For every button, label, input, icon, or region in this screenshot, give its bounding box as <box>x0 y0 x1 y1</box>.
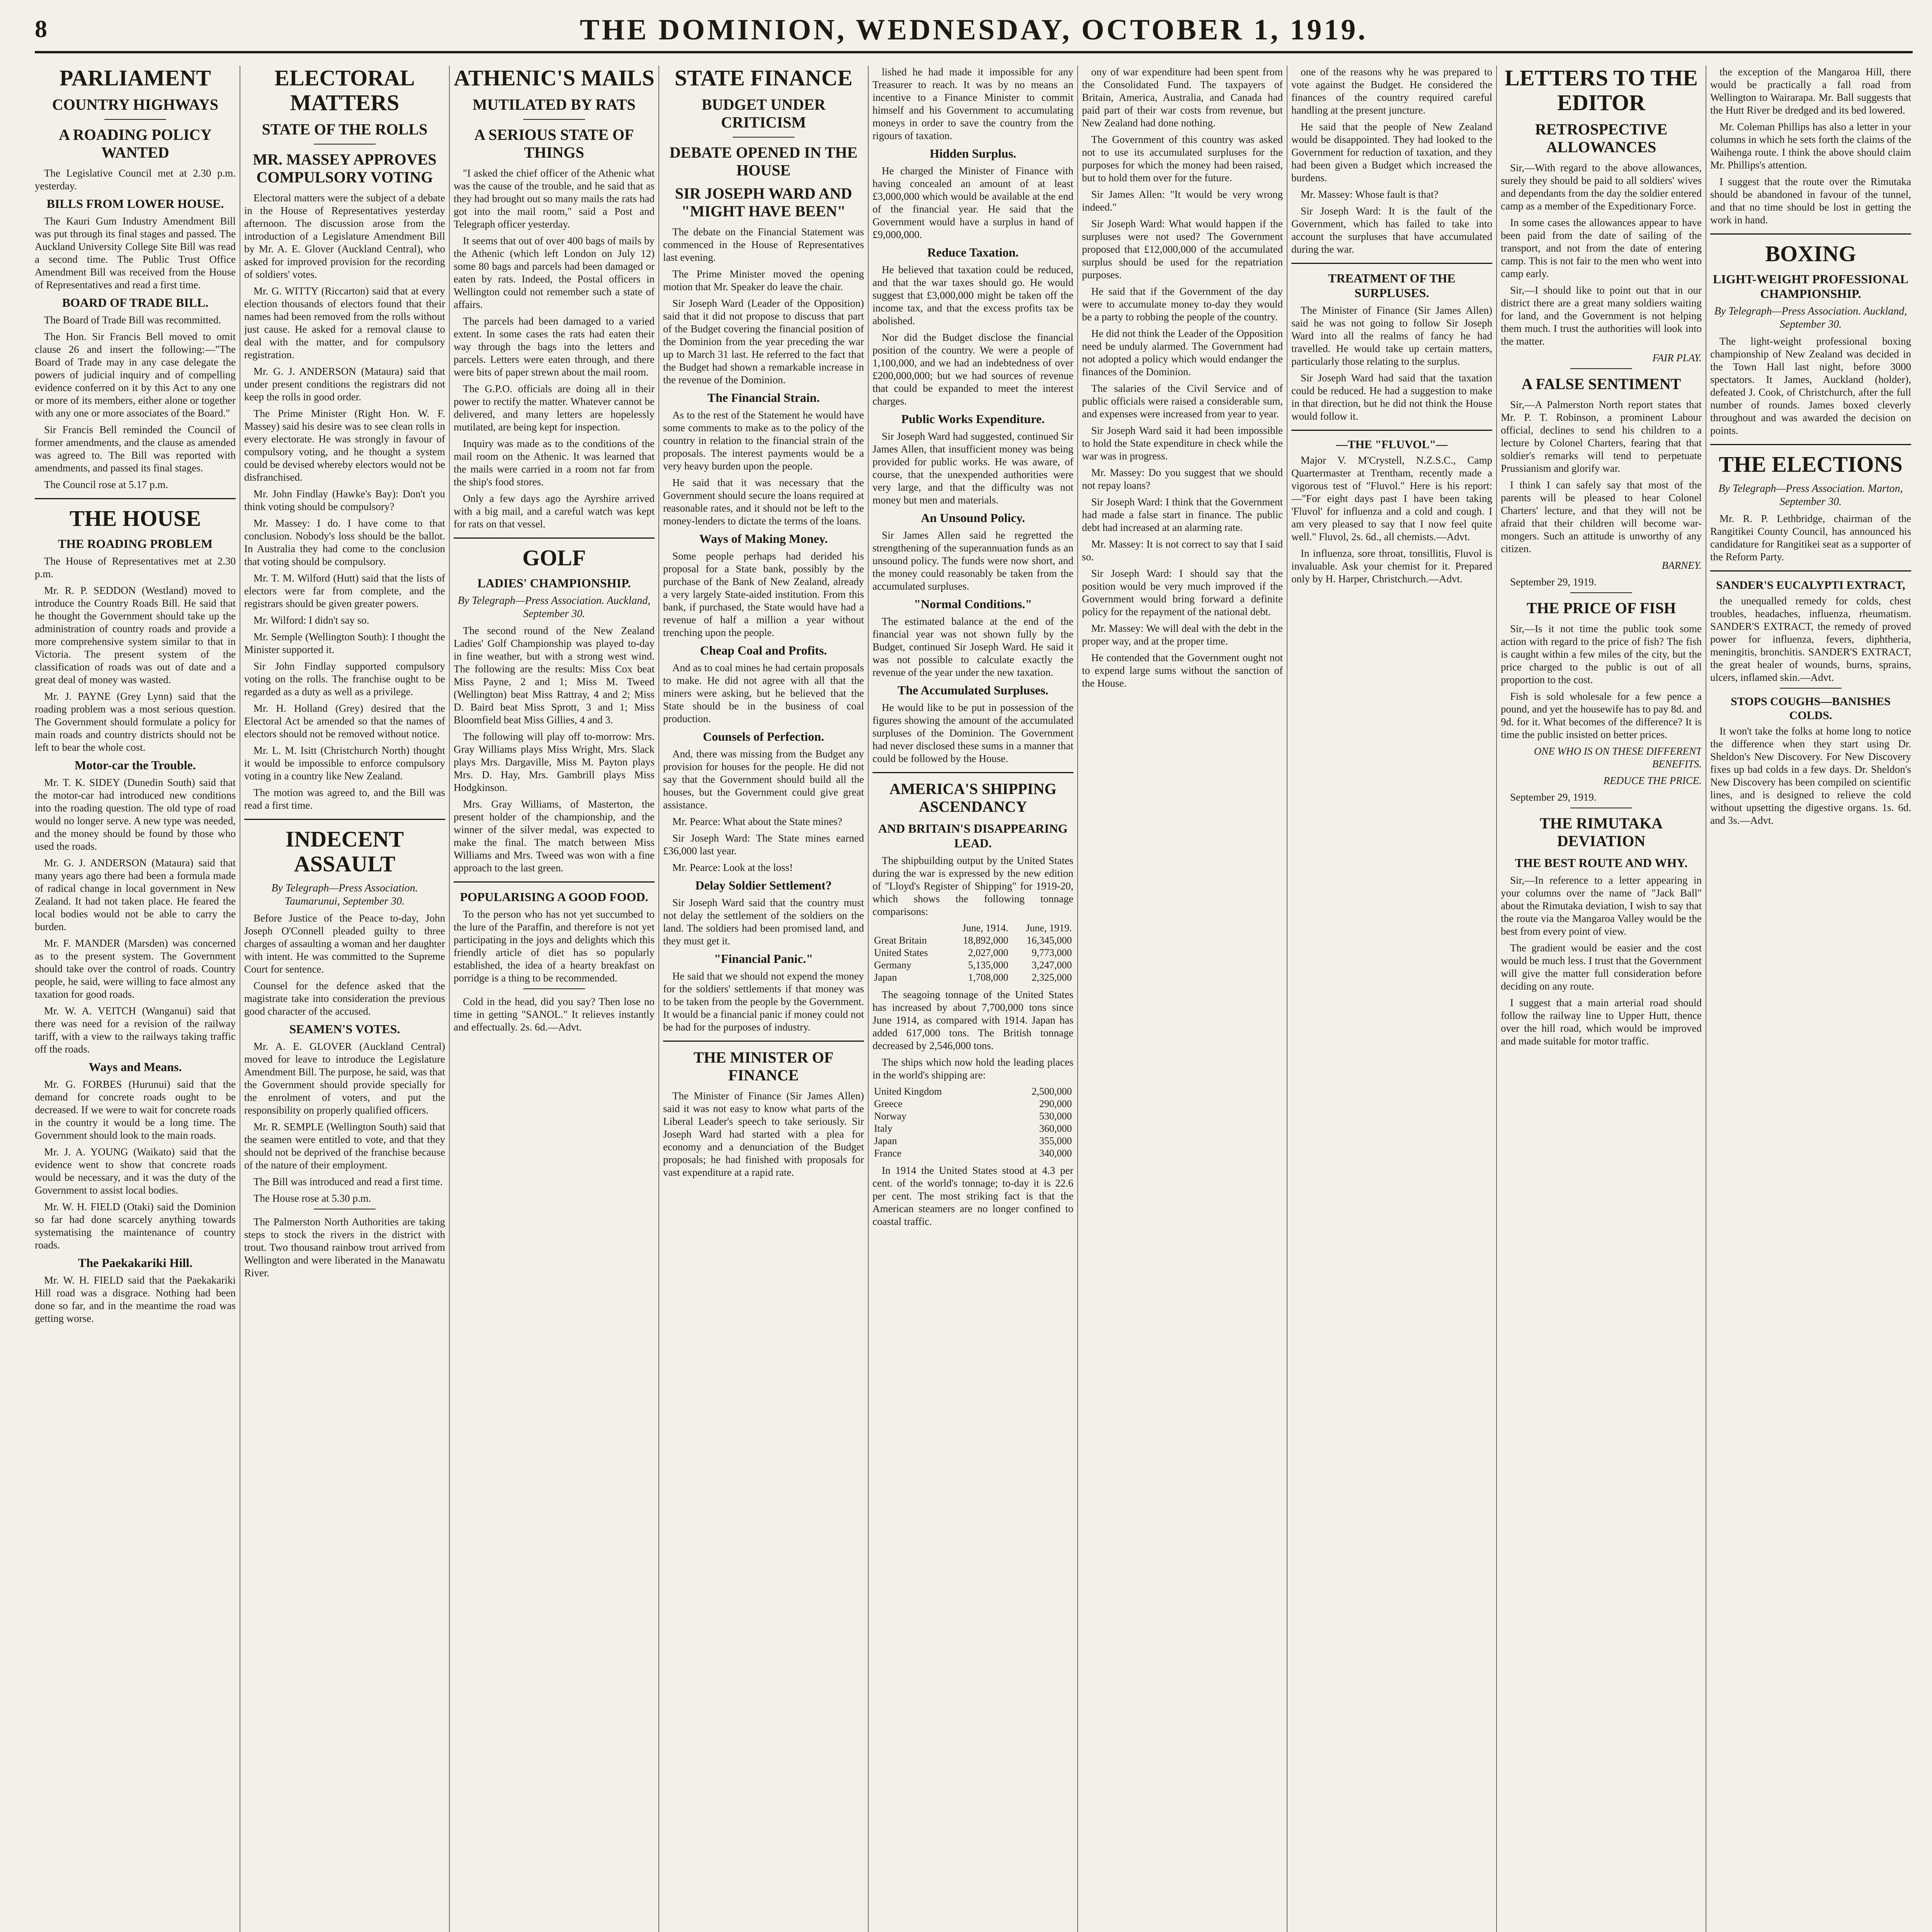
paragraph: He believed that taxation could be reduced, and that the war taxes should go. He would suggest that £3,000,000 might be taken off the income tax, and that the excess profits tax be abolished. <box>872 264 1073 327</box>
paragraph: Sir Joseph Ward: What would happen if the surpluses were not used? The Government proposed that £12,000,000 of the accumulated surplus should be used for the repatriation purposes. <box>1082 218 1283 281</box>
heading-letters-to-editor: LETTERS TO THE EDITOR <box>1505 66 1698 115</box>
paragraph: one of the reasons why he was prepared to vote against the Budget. He considered the finances of the country required careful handling at the present juncture. <box>1291 66 1492 116</box>
subhead-cheap-coal: Cheap Coal and Profits. <box>700 643 827 657</box>
divider <box>1291 430 1492 431</box>
column-rule <box>868 66 869 1932</box>
column-surpluses <box>1291 66 1492 1932</box>
paragraph: Mr. R. P. SEDDON (Westland) moved to introduce the Country Roads Bill. He said that he thought the Government should take up the administration of country roads and provide a more comprehensive system similar to that in Victoria. The present system of the classification of roads was out of date and a great deal of money was wasted. <box>35 585 236 685</box>
paragraph: Mr. Pearce: What about the State mines? <box>672 816 842 827</box>
paragraph: The debate on the Financial Statement was commenced in the House of Representatives last evening. <box>663 226 864 263</box>
paragraph: Mr. G. FORBES (Hurunui) said that the demand for concrete roads ought to be decreased. If we were to wait for concrete roads in the country it would be a long time. The Government should look to the main roads. <box>35 1078 236 1141</box>
paragraph: Sir John Findlay supported compulsory voting on the rolls. The franchise ought to be regarded as a duty as well as a privilege. <box>244 660 445 697</box>
paragraph: I suggest that a main arterial road should follow the railway line to Upper Hutt, thence over the hill road, which would be improved and made suitable for motor traffic. <box>1501 997 1702 1047</box>
advertisement: the unequalled remedy for colds, chest troubles, headaches, influenza, rheumatism. SANDER'S EXTRACT, the remedy of proved power for influenza, fevers, diphtheria, meningitis, bronchitis. SANDER'S EXTRACT, the great healer of wounds, burns, sprains, ulcers, inflamed skin.—Advt. <box>1710 595 1911 683</box>
paragraph: The Palmerston North Authorities are taking steps to stock the rivers in the district with trout. Two thousand rainbow trout arrived from Wellington and were liberated in the Manawatu River. <box>244 1216 445 1279</box>
subhead-bills: BILLS FROM LOWER HOUSE. <box>46 197 224 211</box>
paragraph: Sir,—I should like to point out that in our district there are a great many soldiers waiting for land, and the Government is not helping them much. I trust the authorities will look into the matter. <box>1501 284 1702 347</box>
paragraph: Mr. G. J. ANDERSON (Mataura) said that many years ago there had been a formula made of radical change in local government in New Zealand. It had not taken place. He feared the local bodies would not be able to carry the burden. <box>35 857 236 932</box>
advertisement-title: SANDER'S EUCALYPTI EXTRACT, <box>1716 579 1905 592</box>
divider <box>523 988 585 989</box>
paragraph: The Bill was introduced and read a first time. <box>253 1176 443 1187</box>
paragraph: Sir James Allen: "It would be very wrong indeed." <box>1082 189 1283 213</box>
column-state-finance <box>663 66 864 1932</box>
paragraph: Mr. L. M. Isitt (Christchurch North) thought it would be impossible to enforce compulsory voting in a country like New Zealand. <box>244 745 445 782</box>
paragraph: Mr. W. H. FIELD said that the Paekakariki Hill road was a disgrace. Nothing had been done so far, and in the meantime the road was getting worse. <box>35 1274 236 1324</box>
heading-golf: GOLF <box>522 545 586 570</box>
headline-debate-opened: DEBATE OPENED IN THE HOUSE <box>669 144 858 179</box>
advertisement: Cold in the head, did you say? Then lose no time in getting "SANOL." It relieves instantly and effectually. 2s. 6d.—Advt. <box>454 996 655 1033</box>
paragraph: He charged the Minister of Finance with having concealed an amount of at least £3,000,000 which would be available at the end of the financial year. He said that the Government would have a surplus in hand of £9,000,000. <box>872 165 1073 240</box>
subhead-hidden-surplus: Hidden Surplus. <box>929 146 1017 160</box>
table-cell: 360,000 <box>1039 1123 1072 1134</box>
paragraph: I suggest that the route over the Rimutaka should be abandoned in favour of the tunnel, and that no time should be lost in getting the work in hand. <box>1710 176 1911 226</box>
heading-price-of-fish: THE PRICE OF FISH <box>1526 599 1676 617</box>
subhead-financial-panic: "Financial Panic." <box>714 952 813 966</box>
paragraph: Mr. A. E. GLOVER (Auckland Central) moved for leave to introduce the Legislature Amendment Bill. The purpose, he said, was that the Government should provide specially for the enrolment of voters, and put the responsibility on properly qualified officers. <box>244 1041 445 1116</box>
divider <box>454 537 655 539</box>
paragraph: The Prime Minister moved the opening motion that Mr. Speaker do leave the chair. <box>663 268 864 293</box>
divider <box>1570 368 1632 369</box>
table-cell: United Kingdom <box>874 1086 942 1097</box>
paragraph: Sir Joseph Ward: The State mines earned £36,000 last year. <box>663 832 864 857</box>
divider <box>314 144 376 145</box>
letter-signature: FAIR PLAY. <box>1652 352 1702 364</box>
table-cell: Japan <box>874 1135 897 1146</box>
paragraph: The Council rose at 5.17 p.m. <box>44 479 168 490</box>
table-cell: Japan <box>874 972 897 983</box>
column-rule <box>1077 66 1078 1932</box>
divider <box>1710 570 1911 571</box>
paragraph: Mr. Coleman Phillips has also a letter in your columns in which he sets forth the claims of the Waihenga route. I think the above should claim Mr. Phillips's attention. <box>1710 121 1911 171</box>
letter-signature: BARNEY. <box>1662 560 1702 571</box>
divider <box>1710 233 1911 235</box>
headline-roading-policy: A ROADING POLICY WANTED <box>59 126 212 161</box>
newspaper-title: THE DOMINION, WEDNESDAY, OCTOBER 1, 1919. <box>580 14 1368 46</box>
dateline: By Telegraph—Press Association. Auckland, September 30. <box>1714 305 1907 330</box>
column-rule <box>1496 66 1497 1932</box>
heading-americas-shipping: AMERICA'S SHIPPING ASCENDANCY <box>889 780 1057 815</box>
table-cell: 1,708,000 <box>968 972 1009 983</box>
heading-boxing: BOXING <box>1765 241 1856 266</box>
subhead-ladies-championship: LADIES' CHAMPIONSHIP. <box>477 576 631 590</box>
subhead-reduce-taxation: Reduce Taxation. <box>927 245 1019 259</box>
table-row <box>872 934 1073 947</box>
paragraph: The Prime Minister (Right Hon. W. F. Massey) said his desire was to see clean rolls in every electorate. He was strongly in favour of compulsory voting, and he thought a system could be devised whereby electors would not be disfranchised. <box>244 408 445 483</box>
paragraph: Mr. F. MANDER (Marsden) was concerned as to the present system. The Government should take over the control of roads. Country people, he said, were willing to face almost any taxation for good roads. <box>35 937 236 1000</box>
divider <box>1291 263 1492 264</box>
table-cell: Norway <box>874 1111 906 1122</box>
paragraph: Sir Joseph Ward (Leader of the Opposition) said that it did not propose to discuss that part of the Budget covering the financial position of the Dominion from the year preceding the war up to March 31 last. He referred to the fact that the Budget had shown a remarkable increase in the revenue of the Dominion. <box>663 298 864 386</box>
table-cell: 2,500,000 <box>1032 1086 1072 1097</box>
paragraph: The seagoing tonnage of the United States has increased by about 7,700,000 tons since June 1914, as compared with 1914. Japan has added 617,000 tons. The British tonnage decreased by 2,546,000 tons. <box>872 989 1073 1051</box>
subhead-ways-of-making-money: Ways of Making Money. <box>699 532 828 546</box>
paragraph: Mr. Massey: I do. I have come to that conclusion. Nobody's loss should be the ballot. In Australia they had come to the conclusion that voting should be compulsory. <box>244 517 445 567</box>
paragraph: The light-weight professional boxing championship of New Zealand was decided in the Town Hall last night, before 3000 spectators. It James, Auckland (holder), defeated J. Cook, of Christchurch, after the full number of rounds. James boxed cleverly throughout and was awarded the decision on points. <box>1710 335 1911 436</box>
table-cell: 355,000 <box>1039 1135 1072 1146</box>
paragraph: Mr. Massey: Do you suggest that we should not repay loans? <box>1082 467 1283 491</box>
paragraph: Some people perhaps had derided his proposal for a State bank, possibly by the purchase of the Bank of New Zealand, already a very largely State-aided institution. From this bank, if purchased, the State would have had a revenue of half a million a year without trenching upon the people. <box>663 550 864 638</box>
paragraph: Mr. J. PAYNE (Grey Lynn) said that the roading problem was a most serious question. The Government should formulate a policy for main roads and country districts should not be left to bear the whole cost. <box>35 690 236 753</box>
paragraph: The Board of Trade Bill was recommitted. <box>44 314 221 326</box>
paragraph: And as to coal mines he had certain proposals to make. He did not agree with all that the miners were asking, but he believed that the State should be in the business of coal production. <box>663 662 864 724</box>
paragraph: Electoral matters were the subject of a debate in the House of Representatives yesterday afternoon. The discussion arose from the introduction of a Legislature Amendment Bill by Mr. A. E. Glover (Auckland Central), who asked for improved provision for the recording of soldiers' votes. <box>244 192 445 280</box>
heading-parliament: PARLIAMENT <box>59 66 211 90</box>
paragraph: Inquiry was made as to the conditions of the mail room on the Athenic. It was learned that the mails were carried in a room not far from the ship's food stores. <box>454 438 655 488</box>
divider <box>1570 592 1632 593</box>
table-cell: Germany <box>874 959 912 971</box>
subhead-motor-car: Motor-car the Trouble. <box>75 758 196 772</box>
letter-signature: ONE WHO IS ON THESE DIFFERENT BENEFITS. <box>1534 745 1702 770</box>
paragraph: Mr. W. A. VEITCH (Wanganui) said that there was need for a revision of the railway tariff, with a view to the railways taking traffic off the roads. <box>35 1005 236 1055</box>
heading-the-elections: THE ELECTIONS <box>1719 452 1903 477</box>
subhead-public-works: Public Works Expenditure. <box>901 412 1045 426</box>
paragraph: The Legislative Council met at 2.30 p.m. yesterday. <box>35 167 236 192</box>
subhead-treatment-of-surpluses: TREATMENT OF THE SURPLUSES. <box>1328 271 1456 300</box>
divider <box>1780 688 1842 689</box>
table-row <box>872 959 1073 971</box>
heading-electoral-matters: ELECTORAL MATTERS <box>274 66 415 115</box>
paragraph: Mr. G. WITTY (Riccarton) said that at every election thousands of electors found that their names had been removed from the rolls without just cause. He asked for a removal clause to deal with the matter, and for compulsory registration. <box>244 285 445 361</box>
paragraph: He did not think the Leader of the Opposition need be unduly alarmed. The Government had not adopted a policy which would endanger the finances of the Dominion. <box>1082 328 1283 378</box>
table-cell: 9,773,000 <box>1032 947 1072 958</box>
table-cell: United States <box>874 947 928 958</box>
paragraph: Mr. Wilford: I didn't say so. <box>253 614 369 626</box>
paragraph: The Minister of Finance (Sir James Allen) said it was not easy to know what parts of the Liberal Leader's speech to take seriously. Sir Joseph Ward had started with a plea for economy and a denunciation of the Budget proposals; he had finished with proposals for vast expenditure at a rapid rate. <box>663 1090 864 1178</box>
table-cell: 16,345,000 <box>1027 935 1072 946</box>
subhead-ways-and-means: Ways and Means. <box>88 1060 182 1074</box>
table-cell: 2,027,000 <box>968 947 1009 958</box>
leading-tonnage-table <box>872 1085 1073 1160</box>
letter-signature: REDUCE THE PRICE. <box>1603 775 1702 786</box>
paragraph: In 1914 the United States stood at 4.3 per cent. of the world's tonnage; to-day it is 22.6 per cent. The most striking fact is that the American steamers are no longer confined to coastal traffic. <box>872 1165 1073 1227</box>
dateline: By Telegraph—Press Association. Marton, September 30. <box>1718 483 1903 508</box>
divider <box>523 119 585 120</box>
table-row <box>872 1135 1073 1147</box>
divider <box>104 119 166 120</box>
table-row <box>872 1110 1073 1122</box>
paragraph: Sir Joseph Ward: I should say that the position would be very much improved if the Government would bring forward a definite policy for the repayment of the national debt. <box>1082 568 1283 617</box>
heading-false-sentiment: A FALSE SENTIMENT <box>1521 375 1681 393</box>
divider <box>872 772 1073 773</box>
masthead-rule <box>35 51 1913 53</box>
paragraph: He contended that the Government ought not to expend large sums without the sanction of the House. <box>1082 652 1283 689</box>
heading-rimutaka-deviation: THE RIMUTAKA DEVIATION <box>1539 815 1663 850</box>
subhead-delay-soldier: Delay Soldier Settlement? <box>695 878 832 892</box>
table-cell: 3,247,000 <box>1032 959 1072 971</box>
paragraph: Mr. Semple (Wellington South): I thought the Minister supported it. <box>244 631 445 655</box>
paragraph: Sir,—Is it not time the public took some action with regard to the price of fish? The fish is caught within a few miles of the city, but the price charged to the public is out of all proportion to the cost. <box>1501 623 1702 685</box>
subhead-financial-strain: The Financial Strain. <box>707 391 820 405</box>
paragraph: Mr. H. Holland (Grey) desired that the Electoral Act be amended so that the names of electors should not be removed without notice. <box>244 702 445 740</box>
paragraph: Fish is sold wholesale for a few pence a pound, and yet the housewife has to pay 8d. and 9d. for it. What becomes of the difference? It is time the public insisted on better prices. <box>1501 690 1702 740</box>
letter-date: September 29, 1919. <box>1510 791 1597 803</box>
paragraph: Mr. T. K. SIDEY (Dunedin South) said that the motor-car had introduced new conditions into the roading question. The old type of road would no longer serve. A new type was needed, and the money should be found by those who used the roads. <box>35 777 236 852</box>
paragraph: Sir,—With regard to the above allowances, surely they should be paid to all soldiers' wives and dependants from the day the soldier entered camp as a member of the Expeditionary Force. <box>1501 162 1702 212</box>
subhead-seamens-votes: SEAMEN'S VOTES. <box>289 1022 400 1036</box>
dateline: By Telegraph—Press Association. Auckland, September 30. <box>457 595 651 620</box>
paragraph: The House of Representatives met at 2.30 p.m. <box>35 555 236 580</box>
subhead-unsound-policy: An Unsound Policy. <box>921 511 1025 525</box>
subhead-counsels: Counsels of Perfection. <box>703 730 824 743</box>
paragraph: Sir Francis Bell reminded the Council of former amendments, and the clause as amended was agreed to. The Bill was reported with amendments, and passed its final stages. <box>35 424 236 474</box>
table-header-cell <box>872 922 946 934</box>
paragraph: the exception of the Mangaroa Hill, there would be practically a fall road from Wellington to Wairarapa. Mr. Ball suggests that the Hutt River be dredged and its bed lowered. <box>1710 66 1911 116</box>
column-letters <box>1501 66 1702 1932</box>
heading-athenics-mails: ATHENIC'S MAILS <box>454 66 655 90</box>
table-cell: Greece <box>874 1098 903 1109</box>
paragraph: Sir James Allen said he regretted the strengthening of the superannuation funds as an unsound policy. The funds were now short, and the money could reasonably be taken from the accumulated surpluses. <box>872 529 1073 592</box>
paragraph: Mr. R. P. Lethbridge, chairman of the Rangitikei County Council, has announced his candidature for Rangitikei seat as a supporter of the Reform Party. <box>1710 513 1911 563</box>
column-electoral <box>244 66 445 1932</box>
advertisement: It won't take the folks at home long to notice the difference when they start using Dr. Sheldon's New Discovery. For New Discovery fixes up bad colds in a few days. Dr. Sheldon's New Discovery has been compiled on scientific lines, and is designed to relieve the cold without upsetting the digestive organs. 1s. 6d. and 3s.—Advt. <box>1710 725 1911 826</box>
paragraph: He said that we should not expend the money for the soldiers' settlements if that money was to be taken from the people by the Government. It would be a financial panic if money could not be had for the purposes of industry. <box>663 970 864 1033</box>
paragraph: Counsel for the defence asked that the magistrate take into consideration the previous good character of the accused. <box>244 980 445 1017</box>
subhead-light-weight: LIGHT-WEIGHT PROFESSIONAL CHAMPIONSHIP. <box>1713 272 1908 301</box>
table-cell: Great Britain <box>874 935 927 946</box>
paragraph: Mr. R. SEMPLE (Wellington South) said that the seamen were entitled to vote, and that they should not be deprived of the franchise because of the nature of their employment. <box>244 1121 445 1171</box>
paragraph: The parcels had been damaged to a varied extent. In some cases the rats had eaten their way through the bags into the letters and parcels. Letters were eaten through, and there were bits of paper strewn about the mail room. <box>454 315 655 378</box>
table-cell: Italy <box>874 1123 893 1134</box>
column-athenic <box>454 66 655 1932</box>
page-number: 8 <box>35 15 47 43</box>
advertisement-title: —THE "FLUVOL"— <box>1336 438 1448 451</box>
table-cell: 340,000 <box>1039 1148 1072 1159</box>
table-row <box>872 1085 1073 1098</box>
paragraph: The Kauri Gum Industry Amendment Bill was put through its final stages and passed. The Auckland University College Site Bill was read a second time. The Public Trust Office Amendment Bill was received from the House of Representatives and read a first time. <box>35 215 236 291</box>
paragraph: The Minister of Finance (Sir James Allen) said he was not going to follow Sir Joseph Ward into all the realms of fancy he had travelled. He would take up certain matters, particularly those relating to the surplus. <box>1291 304 1492 367</box>
paragraph: He would like to be put in possession of the figures showing the amount of the accumulated surpluses of the Dominion. The Government had never disclosed these sums in a manner that could be followed by the House. <box>872 702 1073 764</box>
divider <box>35 498 236 499</box>
subheading-budget-criticism: BUDGET UNDER CRITICISM <box>701 96 826 131</box>
table-row <box>872 947 1073 959</box>
table-cell: France <box>874 1148 901 1159</box>
paragraph: In some cases the allowances appear to have been paid from the date of sailing of the transport, and not from the date of entering camp. This is not fair to the men who went into camp early. <box>1501 217 1702 279</box>
paragraph: He said that it was necessary that the Government should secure the loans required at reasonable rates, and it should not be left to the money-lenders to dictate the terms of the loans. <box>663 477 864 527</box>
paragraph: Mrs. Gray Williams, of Masterton, the present holder of the championship, and the winner of the silver medal, was expected to make the final. The match between Miss Williams and Mrs. Tweed was won with a fine approach to the last green. <box>454 798 655 874</box>
table-cell: 2,325,000 <box>1032 972 1072 983</box>
table-row <box>872 1098 1073 1110</box>
paragraph: Sir Joseph Ward: I think that the Government had made a false start in finance. The public debt had increased at an alarming rate. <box>1082 496 1283 533</box>
heading-minister-of-finance: THE MINISTER OF FINANCE <box>693 1049 834 1084</box>
paragraph: Sir,—A Palmerston North report states that Mr. P. T. Robinson, a prominent Labour official, declines to send his children to a lecture by Colonel Charters, fearing that that soldier's remarks will tend to perpetuate Prussianism and glorify war. <box>1501 399 1702 474</box>
paragraph: I think I can safely say that most of the parents will be pleased to hear Colonel Charters' lecture, and that they will not be afraid that their children will become war-mongers. Such an attitude is unworthy of any citizen. <box>1501 479 1702 554</box>
table-row <box>872 1147 1073 1160</box>
column-rule <box>658 66 659 1932</box>
paragraph: He said that the people of New Zealand would be disappointed. They had looked to the Government for reduction of taxation, and they had been given a Budget which increased the burdens. <box>1291 121 1492 184</box>
divider <box>663 1041 864 1042</box>
paragraph: The salaries of the Civil Service and of public officials were raised a considerable sum, and expenses were increased from year to year. <box>1082 383 1283 420</box>
paragraph: Before Justice of the Peace to-day, John Joseph O'Connell pleaded guilty to three charges of assaulting a woman and her daughter with intent. He was committed to the Supreme Court for sentence. <box>244 912 445 975</box>
paragraph: Mr. J. A. YOUNG (Waikato) said that the evidence went to show that concrete roads would be necessary, and it was the duty of the Government to assist local bodies. <box>35 1146 236 1196</box>
paragraph: Sir,—In reference to a letter appearing in your columns over the name of "Jack Ball" about the Rimutaka deviation, I wish to say that the route via the Mangaroa Valley would be the best from every point of view. <box>1501 874 1702 937</box>
paragraph: The shipbuilding output by the United States during the war is expressed by the new edition of "Lloyd's Register of Shipping" for 1919-20, which shows the following tonnage comparisons: <box>872 855 1073 917</box>
masthead <box>35 12 1913 50</box>
headline-might-have-been: SIR JOSEPH WARD AND "MIGHT HAVE BEEN" <box>675 185 852 220</box>
divider <box>733 137 794 138</box>
column-finance-debate <box>1082 66 1283 1932</box>
paragraph: The G.P.O. officials are doing all in their power to rectify the matter. Whatever cannot be delivered, and many letters are hopelessly mutilated, are being kept for inspection. <box>454 383 655 433</box>
table-header-cell: June, 1919. <box>1026 922 1072 934</box>
paragraph: Mr. T. M. Wilford (Hutt) said that the lists of electors were far from complete, and the registrars should be given greater powers. <box>244 572 445 609</box>
tonnage-table <box>872 922 1073 984</box>
divider <box>244 819 445 820</box>
subhead-best-route: THE BEST ROUTE AND WHY. <box>1515 856 1688 870</box>
advertisement: In influenza, sore throat, tonsillitis, Fluvol is invaluable. Ask your chemist for it. Prepared only by H. Harper, Christchurch.—Advt. <box>1291 548 1492 585</box>
paragraph: The gradient would be easier and the cost would be much less. I trust that the Government will give the matter full consideration before deciding on any route. <box>1501 942 1702 992</box>
letter-date: September 29, 1919. <box>1510 576 1597 588</box>
heading-the-house: THE HOUSE <box>69 506 201 531</box>
paragraph: The estimated balance at the end of the financial year was not shown fully by the Budget, continued Sir Joseph Ward. He said it was not possible to calculate exactly the revenue of the year under the new taxation. <box>872 616 1073 678</box>
subhead-board-of-trade: BOARD OF TRADE BILL. <box>62 296 209 310</box>
divider <box>454 881 655 883</box>
subhead-popularising-food: POPULARISING A GOOD FOOD. <box>460 890 648 904</box>
subhead-normal-conditions: "Normal Conditions." <box>914 597 1032 611</box>
column-parliament <box>35 66 236 1932</box>
paragraph: Sir Joseph Ward said it had been impossible to hold the State expenditure in check while the war was in progress. <box>1082 425 1283 462</box>
table-header-cell: June, 1914. <box>962 922 1009 934</box>
table-cell: 530,000 <box>1039 1111 1072 1122</box>
table-cell: 290,000 <box>1039 1098 1072 1109</box>
paragraph: It seems that out of over 400 bags of mails by the Athenic (which left London on July 12) some 80 bags and parcels had been damaged or eaten by rats. Indeed, the Postal officers in Wellington could not remember such a state of affairs. <box>454 235 655 310</box>
subheading-state-of-rolls: STATE OF THE ROLLS <box>262 121 428 138</box>
subheading-retrospective: RETROSPECTIVE ALLOWANCES <box>1535 121 1668 156</box>
dateline: By Telegraph—Press Association. Taumarunui, September 30. <box>271 882 418 907</box>
paragraph: The second round of the New Zealand Ladies' Golf Championship was played to-day in fine weather, but with a strong west wind. The following are the results: Miss Cox beat Miss Payne, 2 and 1; Miss M. Tweed (Wellington) beat Miss Rattray, 4 and 2; Miss D. Baird beat Miss Sprott, 3 and 1; Miss Bloomfield beat Miss Gillies, 4 and 3. <box>454 625 655 726</box>
paragraph: ony of war expenditure had been spent from the Consolidated Fund. The taxpayers of Britain, America, Australia, and Canada had paid part of their war costs from revenue, but New Zealand had done nothing. <box>1082 66 1283 129</box>
paragraph: Mr. Pearce: Look at the loss! <box>672 862 793 873</box>
headline-compulsory-voting: MR. MASSEY APPROVES COMPULSORY VOTING <box>253 151 437 186</box>
paragraph: The ships which now hold the leading places in the world's shipping are: <box>872 1056 1073 1081</box>
advertisement: Major V. M'Crystell, N.Z.S.C., Camp Quartermaster at Trentham, recently made a vigorous test of "Fluvol." Here is his report:—"For eight days past I have been taking 'Fluvol' for influenza and a cold and cough. I am very pleased to say that I now feel quite well." Fluvol, 2s. 6d., all chemists.—Advt. <box>1291 454 1492 543</box>
paragraph: Mr. John Findlay (Hawke's Bay): Don't you think voting should be compulsory? <box>244 488 445 512</box>
paragraph: The House rose at 5.30 p.m. <box>253 1192 371 1204</box>
subheading-mutilated-by-rats: MUTILATED BY RATS <box>473 96 636 113</box>
table-row <box>872 971 1073 984</box>
paragraph: Only a few days ago the Ayrshire arrived with a big mail, and a careful watch was kept for rats on that vessel. <box>454 493 655 530</box>
divider <box>1710 444 1911 445</box>
table-header-row <box>872 922 1073 934</box>
paragraph: Mr. Massey: Whose fault is that? <box>1301 189 1439 200</box>
table-cell: 5,135,000 <box>968 959 1009 971</box>
paragraph: Sir Joseph Ward had suggested, continued Sir James Allen, that insufficient money was being provided for public works. He was aware, of course, that the unexpended authorities were very large, and that the difficulty was not money but men and materials. <box>872 430 1073 506</box>
paragraph: Sir Joseph Ward: It is the fault of the Government, which has failed to take into account the surpluses that have accumulated during the war. <box>1291 205 1492 255</box>
table-cell: 18,892,000 <box>963 935 1009 946</box>
paragraph: The following will play off to-morrow: Mrs. Gray Williams plays Miss Wright, Mrs. Slack plays Mrs. Dargaville, Miss M. Payton plays Mrs. D. Hay, Mrs. Gambrill plays Miss Hodgkinson. <box>454 731 655 793</box>
paragraph: The Hon. Sir Francis Bell moved to omit clause 26 and insert the following:—"The Board of Trade may in any case delegate the powers of judicial inquiry and of compelling evidence conferred on it by this Act to any one or more of its members, either alone or together with any one or more associates of the Board." <box>35 331 236 419</box>
paragraph: Sir Joseph Ward said that the country must not delay the settlement of the soldiers on the land. The soldiers had been promised land, and they must get it. <box>663 897 864 947</box>
advertisement-title: STOPS COUGHS—BANISHES COLDS. <box>1731 695 1891 722</box>
subhead-accumulated-surpluses: The Accumulated Surpluses. <box>897 683 1049 697</box>
paragraph: Mr. Massey: It is not correct to say that I said so. <box>1082 538 1283 563</box>
paragraph: To the person who has not yet succumbed to the lure of the Paraffin, and therefore is not yet participating in the joys and delights which this friendly article of diet has so popularly established, the idea of a hearty breakfast on porridge is a thing to be recommended. <box>454 908 655 984</box>
subhead-paekakariki: The Paekakariki Hill. <box>78 1256 193 1270</box>
subheading-country-highways: COUNTRY HIGHWAYS <box>52 96 219 113</box>
heading-state-finance: STATE FINANCE <box>674 66 853 90</box>
headline-serious-state: A SERIOUS STATE OF THINGS <box>474 126 634 161</box>
paragraph: lished he had made it impossible for any Treasurer to reach. It was by no means an incentive to a Finance Minister to commit himself and his Government to accumulating moneys in order to save the country from the rigours of taxation. <box>872 66 1073 141</box>
column-boxing-elections <box>1710 66 1911 1932</box>
heading-indecent-assault: INDECENT ASSAULT <box>285 827 404 876</box>
column-finance-continued <box>872 66 1073 1932</box>
paragraph: As to the rest of the Statement he would have some comments to make as to the policy of the country in relation to the financial strain of the proposals. The interest payments would be a very heavy burden upon the people. <box>663 409 864 472</box>
paragraph: Mr. W. H. FIELD (Otaki) said the Dominion so far had done scarcely anything towards systematising the maintenance of country roads. <box>35 1201 236 1251</box>
subhead-britains-lead: AND BRITAIN'S DISAPPEARING LEAD. <box>878 821 1068 850</box>
paragraph: The motion was agreed to, and the Bill was read a first time. <box>244 787 445 811</box>
paragraph: "I asked the chief officer of the Athenic what was the cause of the trouble, and he said that as they had brought out so many mails the rats had got into the mail room," said a Post and Telegraph officer yesterday. <box>454 167 655 230</box>
paragraph: Sir Joseph Ward had said that the taxation could be reduced. He had a suggestion to make in that direction, but he did not think the House would follow it. <box>1291 372 1492 422</box>
column-rule <box>449 66 450 1932</box>
subhead-roading-problem: THE ROADING PROBLEM <box>58 537 213 551</box>
paragraph: Mr. Massey: We will deal with the debt in the proper way, and at the proper time. <box>1082 622 1283 647</box>
paragraph: He said that if the Government of the day were to accumulate money to-day they would be a party to robbing the people of the country. <box>1082 286 1283 323</box>
paragraph: Mr. G. J. ANDERSON (Mataura) said that under present conditions the registrars did not keep the rolls in good order. <box>244 366 445 403</box>
table-row <box>872 1122 1073 1135</box>
paragraph: And, there was missing from the Budget any provision for houses for the people. He did not say that the Government should build all the houses, but the Government could give great assistance. <box>663 748 864 811</box>
paragraph: The Government of this country was asked not to use its accumulated surpluses for the purposes for which the money had been raised, but to hold them over for the future. <box>1082 134 1283 184</box>
paragraph: Nor did the Budget disclose the financial position of the country. We were a people of 1,100,000, and we had an indebtedness of over £200,000,000; but we had sources of revenue that could be expanded to meet the interest charges. <box>872 332 1073 407</box>
